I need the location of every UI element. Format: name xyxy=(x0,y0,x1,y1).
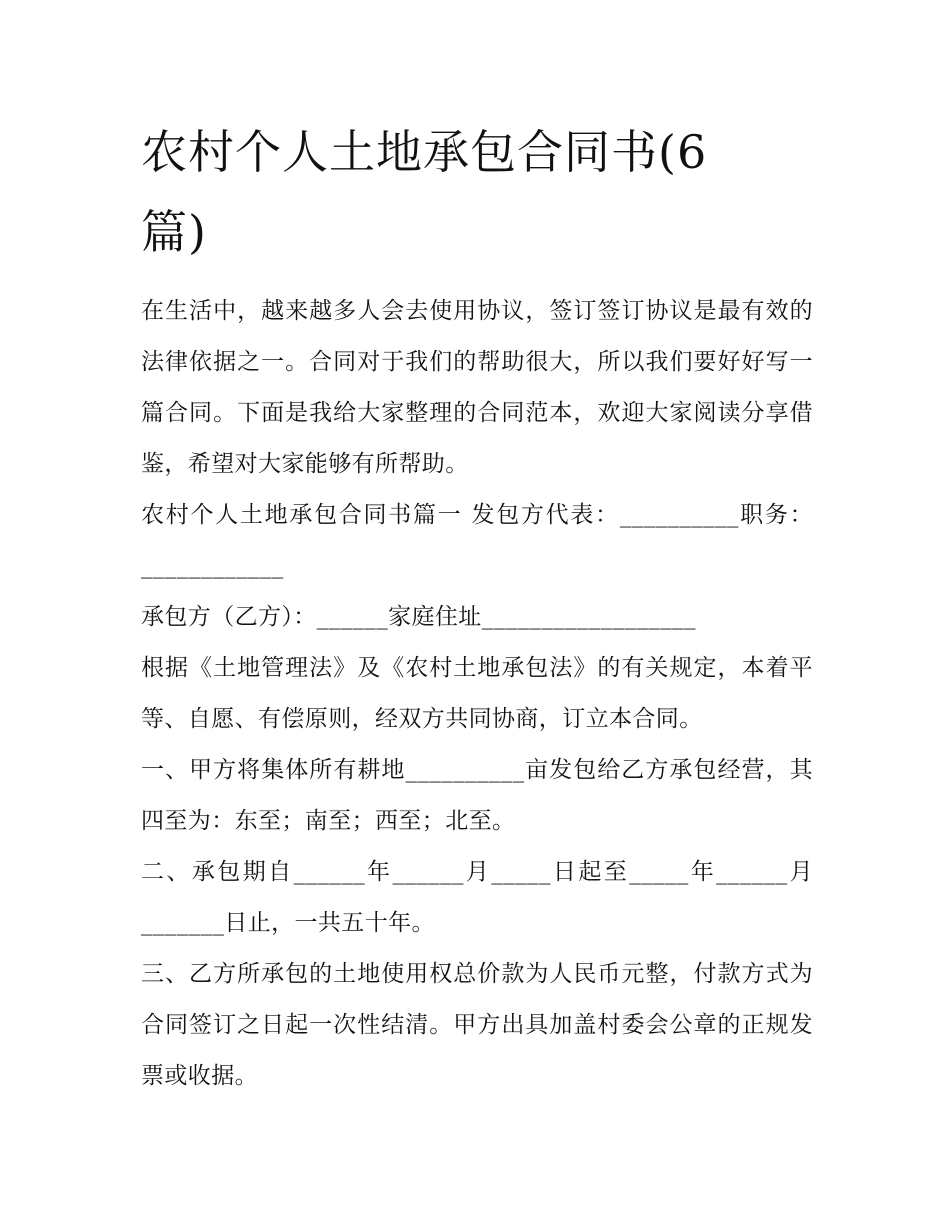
lessee-line: 承包方（乙方）：______家庭住址__________________ xyxy=(141,604,696,630)
document-page xyxy=(141,112,813,1102)
legal-basis-paragraph: 根据《土地管理法》及《农村土地承包法》的有关规定，本着平等、自愿、有偿原则，经双方共同协商，订立本合同。 xyxy=(141,655,813,732)
document-title: 农村个人土地承包合同书(6篇) xyxy=(141,125,708,259)
intro-paragraph: 在生活中，越来越多人会去使用协议，签订签订协议是最有效的法律依据之一。合同对于我们的帮助很大，所以我们要好好写一篇合同。下面是我给大家整理的合同范本，欢迎大家阅读分享借鉴，希望对大家能够有所帮助。 xyxy=(141,298,813,477)
clause-two: 二、承包期自______年______月_____日起至_____年______月_______日止，一共五十年。 xyxy=(141,859,813,936)
contractor-representative-line: 农村个人土地承包合同书篇一 发包方代表：__________职务：____________ xyxy=(141,502,813,579)
clause-one: 一、甲方将集体所有耕地__________亩发包给乙方承包经营，其四至为：东至；南至；西至；北至。 xyxy=(141,757,813,834)
clause-three: 三、乙方所承包的土地使用权总价款为人民币元整，付款方式为合同签订之日起一次性结清。甲方出具加盖村委会公章的正规发票或收据。 xyxy=(141,961,813,1089)
